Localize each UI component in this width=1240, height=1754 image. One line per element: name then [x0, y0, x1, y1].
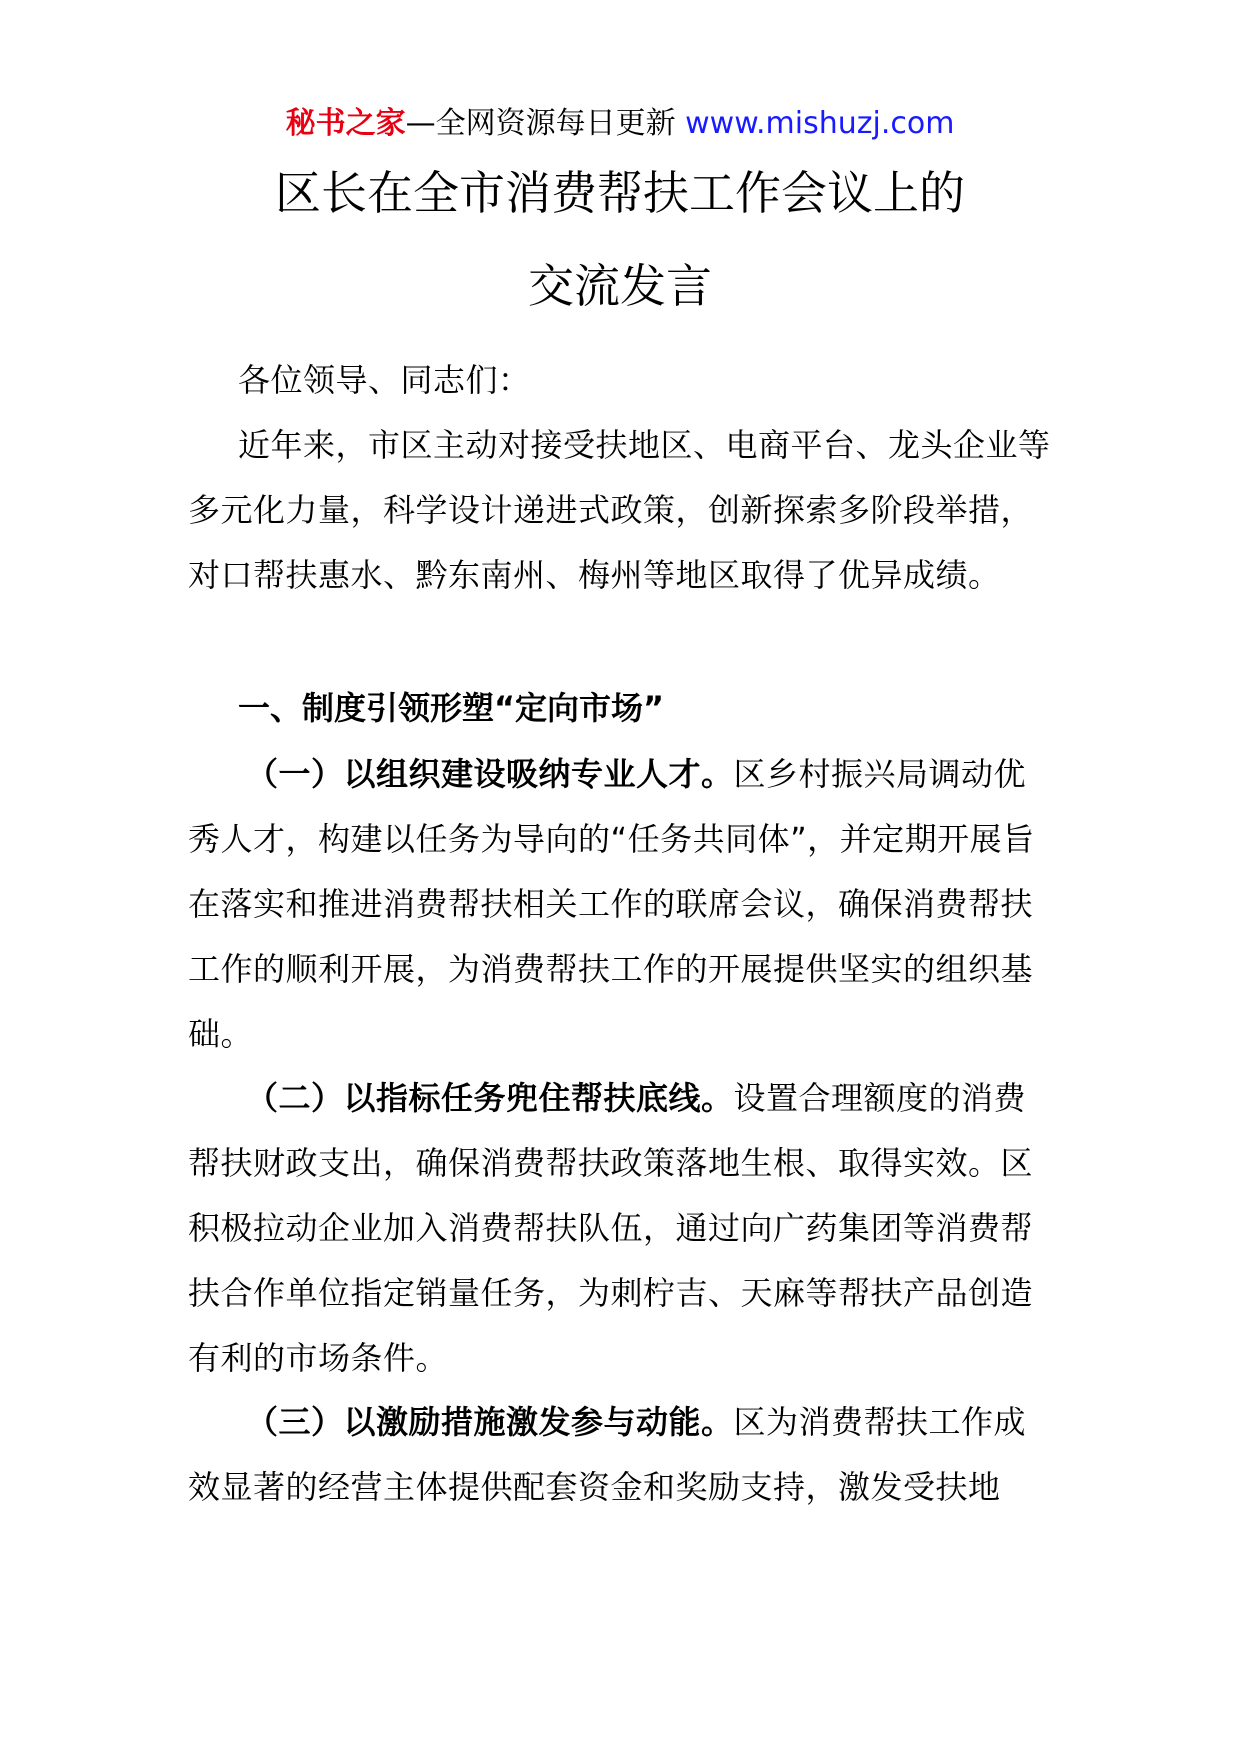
section-heading: 一、制度引领形塑“定向市场”: [238, 689, 665, 727]
subsection-paragraph: [188, 1066, 1058, 1391]
subsection-lead: （二）以指标任务兜住帮扶底线。: [246, 1079, 734, 1117]
subsection-text: 区为消费帮扶工作成效显著的经营主体提供配套资金和奖励支持，激发受扶地: [188, 1403, 1027, 1506]
document-title-line-1: 区长在全市消费帮扶工作会议上的: [275, 166, 965, 220]
intro-paragraph: 近年来，市区主动对接受扶地区、电商平台、龙头企业等多元化力量，科学设计递进式政策，创新探索多阶段举措，对口帮扶惠水、黔东南州、梅州等地区取得了优异成绩。: [188, 426, 1051, 594]
subsection-lead: （一）以组织建设吸纳专业人才。: [246, 755, 734, 793]
subsection-text: 设置合理额度的消费帮扶财政支出，确保消费帮扶政策落地生根、取得实效。区积极拉动企业加入消费帮扶队伍，通过向广药集团等消费帮扶合作单位指定销量任务，为刺柠吉、天麻等帮扶产品创造有利的市场条件。: [188, 1079, 1034, 1377]
site-header: [0, 100, 1240, 148]
subsection-text: 区乡村振兴局调动优秀人才，构建以任务为导向的“任务共同体”，并定期开展旨在落实和推进消费帮扶相关工作的联席会议，确保消费帮扶工作的顺利开展，为消费帮扶工作的开展提供坚实的组织基础。: [188, 755, 1035, 1053]
site-url-link[interactable]: www.mishuzj.com: [685, 106, 955, 141]
subsection-paragraph: [188, 742, 1058, 1067]
subsection-lead: （三）以激励措施激发参与动能。: [246, 1403, 734, 1441]
site-tagline: —全网资源每日更新: [405, 106, 686, 141]
site-brand: 秘书之家: [285, 106, 406, 141]
subsection-paragraph: [188, 1390, 1058, 1520]
document-title-line-2: 交流发言: [528, 259, 712, 313]
salutation: 各位领导、同志们：: [238, 361, 531, 399]
